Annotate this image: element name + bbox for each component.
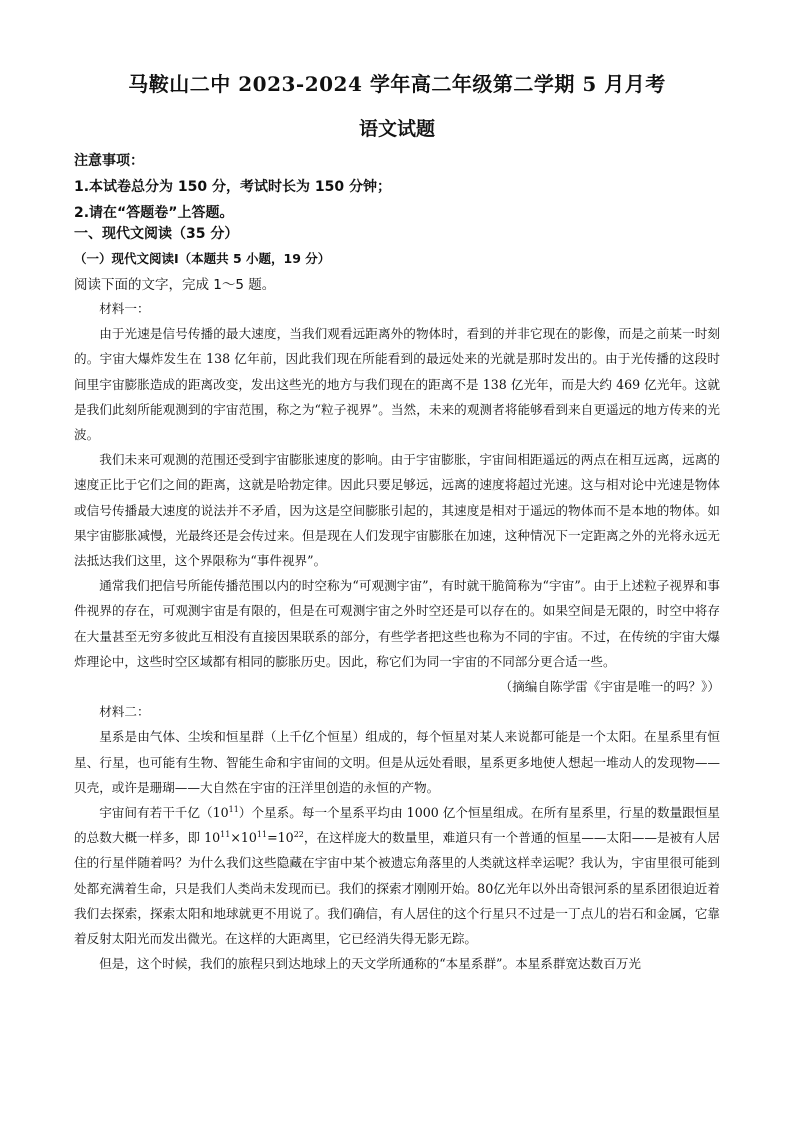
exponent: 11 xyxy=(220,830,231,840)
text-run: ×10 xyxy=(230,830,257,846)
material-two-paragraph: 但是，这个时候，我们的旅程只到达地球上的天文学所通称的“本星系群”。本星系群宽达数百万光 xyxy=(99,956,642,972)
material-two-label: 材料二： xyxy=(99,704,150,720)
material-two-paragraph xyxy=(74,800,720,951)
reading-passage xyxy=(74,296,720,976)
text-run: ，在这样庞大的数量里，难道只有一个普通的恒星——太阳——是被有人居住的行星伴随着吗？为什么我们这些隐藏在宇宙中某个被遗忘角落里的人类就这样幸运呢？我认为，宇宙里很可能到处都充满着生命，只是我们人类尚未发现而已。我们的探索才刚刚开始。80亿光年以外出奇银河系的星系团很迫近着我们去探索，探索太阳和地球就更不用说了。我们确信，有人居住的这个行星只不过是一丁点儿的岩石和金属，它靠着反射太阳光而发出微光。在这样的大距离里，它已经消失得无影无踪。 xyxy=(74,830,720,947)
reading-instruction: 阅读下面的文字，完成 1～5 题。 xyxy=(74,277,276,293)
notes-block xyxy=(74,148,734,226)
exam-subtitle: 语文试题 xyxy=(358,118,435,140)
material-one-paragraph: 我们未来可观测的范围还受到宇宙膨胀速度的影响。由于宇宙膨胀，宇宙间相距遥远的两点在相互远离，远离的速度正比于它们之间的距离，这就是哈勃定律。因此只要足够远，远离的速度将超过光速。这与相对论中光速是物体或信号传播最大速度的说法并不矛盾，因为这是空间膨胀引起的，其速度是相对于遥远的物体而不是本地的物体。如果宇宙膨胀减慢，光最终还是会传过来。但是现在人们发现宇宙膨胀在加速，这种情况下一定距离之外的光将永远无法抵达我们这里，这个界限称为“事件视界”。 xyxy=(74,452,720,569)
exponent: 22 xyxy=(293,830,304,840)
exponent: 11 xyxy=(228,804,239,814)
section-heading: 一、现代文阅读（35 分） xyxy=(74,226,239,242)
notes-item: 1.本试卷总分为 150 分，考试时长为 150 分钟； xyxy=(74,179,392,195)
section-sub-heading: （一）现代文阅读Ⅰ（本题共 5 小题，19 分） xyxy=(74,251,331,266)
text-run: =10 xyxy=(267,830,294,846)
text-run: ）个星系。每一个星系平均由 1000 亿个恒星组成。在所有星系里，行星的数量跟恒星的总数大概一样多，即 10 xyxy=(74,805,720,846)
material-one-paragraph: 通常我们把信号所能传播范围以内的时空称为“可观测宇宙”，有时就干脆简称为“宇宙”。由于上述粒子视界和事件视界的存在，可观测宇宙是有限的，但是在可观测宇宙之外时空还是可以存在的。如果空间是无限的，时空中将存在大量甚至无穷多彼此互相没有直接因果联系的部分，有些学者把这些也称为不同的宇宙。不过，在传统的宇宙大爆炸理论中，这些时空区域都有相同的膨胀历史。因此，称它们为同一宇宙的不同部分更合适一些。 xyxy=(74,578,720,669)
notes-heading: 注意事项： xyxy=(74,153,144,169)
notes-item: 2.请在“答题卷”上答题。 xyxy=(74,205,234,221)
material-two-paragraph: 星系是由气体、尘埃和恒星群（上千亿个恒星）组成的，每个恒星对某人来说都可能是一个太阳。在星系里有恒星、行星，也可能有生物、智能生命和宇宙间的文明。但是从远处看眼，星系更多地使人想起一堆动人的发现物——贝壳，或许是珊瑚——大自然在宇宙的汪洋里创造的永恒的产物。 xyxy=(74,729,720,795)
material-one-label: 材料一： xyxy=(99,301,150,316)
material-one-source: （摘编自陈学雷《宇宙是唯一的吗？》） xyxy=(499,679,720,695)
exam-title: 马鞍山二中 2023-2024 学年高二年级第二学期 5 月月考 xyxy=(128,72,666,96)
exponent: 11 xyxy=(256,830,268,840)
text-run: 宇宙间有若干千亿（10 xyxy=(99,805,229,821)
material-one-paragraph: 由于光速是信号传播的最大速度，当我们观看远距离外的物体时，看到的并非它现在的影像，而是之前某一时刻的。宇宙大爆炸发生在 138 亿年前，因此我们现在所能看到的最远处来的光就是那时发出的。由于光传播的这段时间里宇宙膨胀造成的距离改变，发出这些光的地方与我们现在的距离不是 138 亿光年，而是大约 469 亿光年。这就是我们此刻所能观测到的宇宙范围，称之为“粒子视界”。当然，未来的观测者将能够看到来自更遥远的地方传来的光波。 xyxy=(74,326,720,443)
